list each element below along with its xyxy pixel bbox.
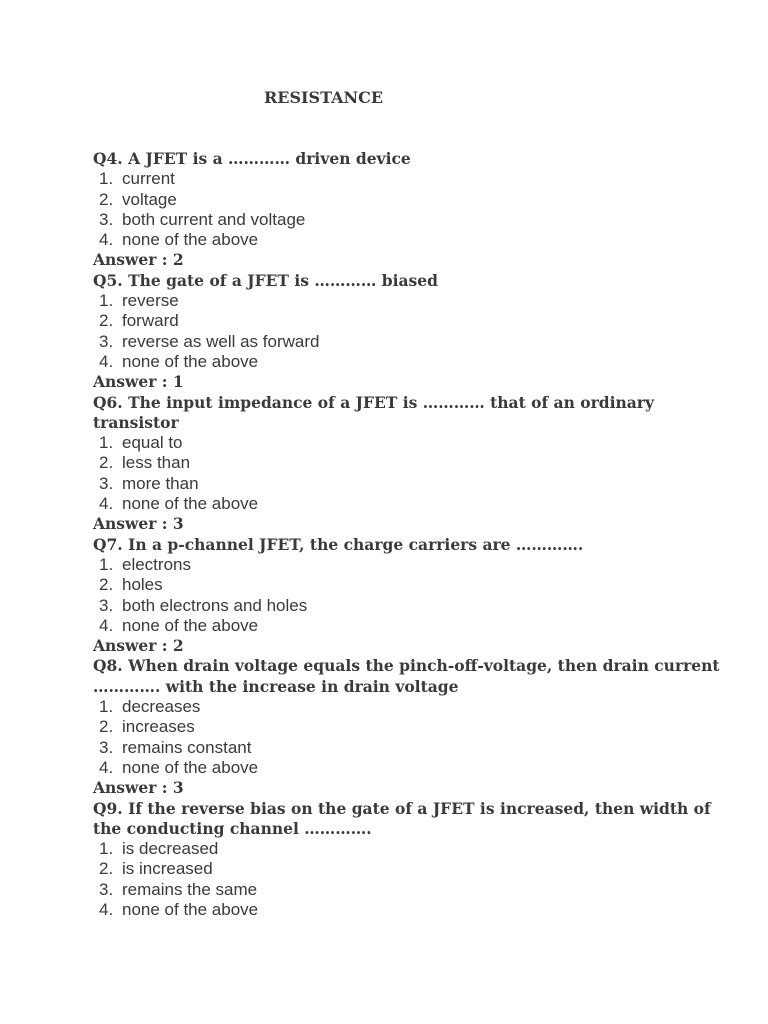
option-item: 3. both electrons and holes xyxy=(99,595,308,615)
option-item: 2. holes xyxy=(99,575,163,595)
option-label: remains constant xyxy=(122,737,252,757)
option-label: none of the above xyxy=(122,494,259,514)
answer-text: Answer : 2 xyxy=(93,636,184,656)
option-label: less than xyxy=(122,453,191,473)
option-item: 2. is increased xyxy=(99,859,213,879)
option-label: reverse as well as forward xyxy=(122,331,320,351)
option-label: none of the above xyxy=(122,899,259,919)
answer-text: Answer : 1 xyxy=(93,372,184,392)
answer-text: Answer : 3 xyxy=(93,778,184,798)
option-label: none of the above xyxy=(122,351,259,371)
option-label: remains the same xyxy=(122,879,258,899)
option-item: 4. none of the above xyxy=(99,757,259,777)
option-label: increases xyxy=(122,717,195,737)
question-text: Q6. The input impedance of a JFET is ………… that of an ordinary transistor xyxy=(93,392,654,432)
option-label: holes xyxy=(122,575,163,595)
option-label: electrons xyxy=(122,554,191,574)
option-label: is decreased xyxy=(122,839,219,859)
question-block-q6 xyxy=(93,393,733,535)
option-item: 3. reverse as well as forward xyxy=(99,331,320,351)
option-label: more than xyxy=(122,473,199,493)
question-block-q7 xyxy=(93,535,733,657)
option-item: 1. reverse xyxy=(99,291,179,311)
option-label: both current and voltage xyxy=(122,209,306,229)
question-text: Q7. In a p-channel JFET, the charge carriers are …………. xyxy=(93,534,584,554)
option-item: 2. less than xyxy=(99,453,191,473)
option-label: current xyxy=(122,169,175,189)
answer-text: Answer : 3 xyxy=(93,514,184,534)
question-block-q9 xyxy=(93,799,733,921)
option-item: 1. is decreased xyxy=(99,839,219,859)
option-item: 1. current xyxy=(99,169,175,189)
option-item: 1. equal to xyxy=(99,433,183,453)
question-text: Q9. If the reverse bias on the gate of a JFET is increased, then width of the conducting channel …………. xyxy=(93,798,711,838)
option-item: 1. decreases xyxy=(99,697,201,717)
question-text: Q8. When drain voltage equals the pinch-off-voltage, then drain current …………. with the increase in drain voltage xyxy=(93,656,720,696)
option-label: equal to xyxy=(122,433,183,453)
option-label: voltage xyxy=(122,189,177,209)
option-item: 3. remains constant xyxy=(99,737,252,757)
page-title: RESISTANCE xyxy=(264,88,384,107)
option-label: none of the above xyxy=(122,230,259,250)
option-item: 4. none of the above xyxy=(99,351,259,371)
option-item: 4. none of the above xyxy=(99,615,259,635)
option-item: 2. increases xyxy=(99,717,195,737)
option-item: 4. none of the above xyxy=(99,494,259,514)
question-text: Q5. The gate of a JFET is ………… biased xyxy=(93,270,438,290)
option-label: none of the above xyxy=(122,615,259,635)
option-item: 2. voltage xyxy=(99,189,177,209)
option-item: 3. remains the same xyxy=(99,879,258,899)
option-label: both electrons and holes xyxy=(122,595,308,615)
option-item: 4. none of the above xyxy=(99,899,259,919)
question-block-q8 xyxy=(93,656,733,798)
option-item: 4. none of the above xyxy=(99,230,259,250)
option-label: reverse xyxy=(122,291,179,311)
question-list xyxy=(93,149,733,920)
question-block-q5 xyxy=(93,271,733,393)
option-label: forward xyxy=(122,311,179,331)
answer-text: Answer : 2 xyxy=(93,250,184,270)
option-label: none of the above xyxy=(122,757,259,777)
option-item: 2. forward xyxy=(99,311,179,331)
question-text: Q4. A JFET is a ………… driven device xyxy=(93,149,411,168)
option-label: is increased xyxy=(122,859,213,879)
option-item: 1. electrons xyxy=(99,554,191,574)
option-label: decreases xyxy=(122,697,201,717)
question-block-q4 xyxy=(93,149,733,271)
option-item: 3. both current and voltage xyxy=(99,209,306,229)
option-item: 3. more than xyxy=(99,473,199,493)
